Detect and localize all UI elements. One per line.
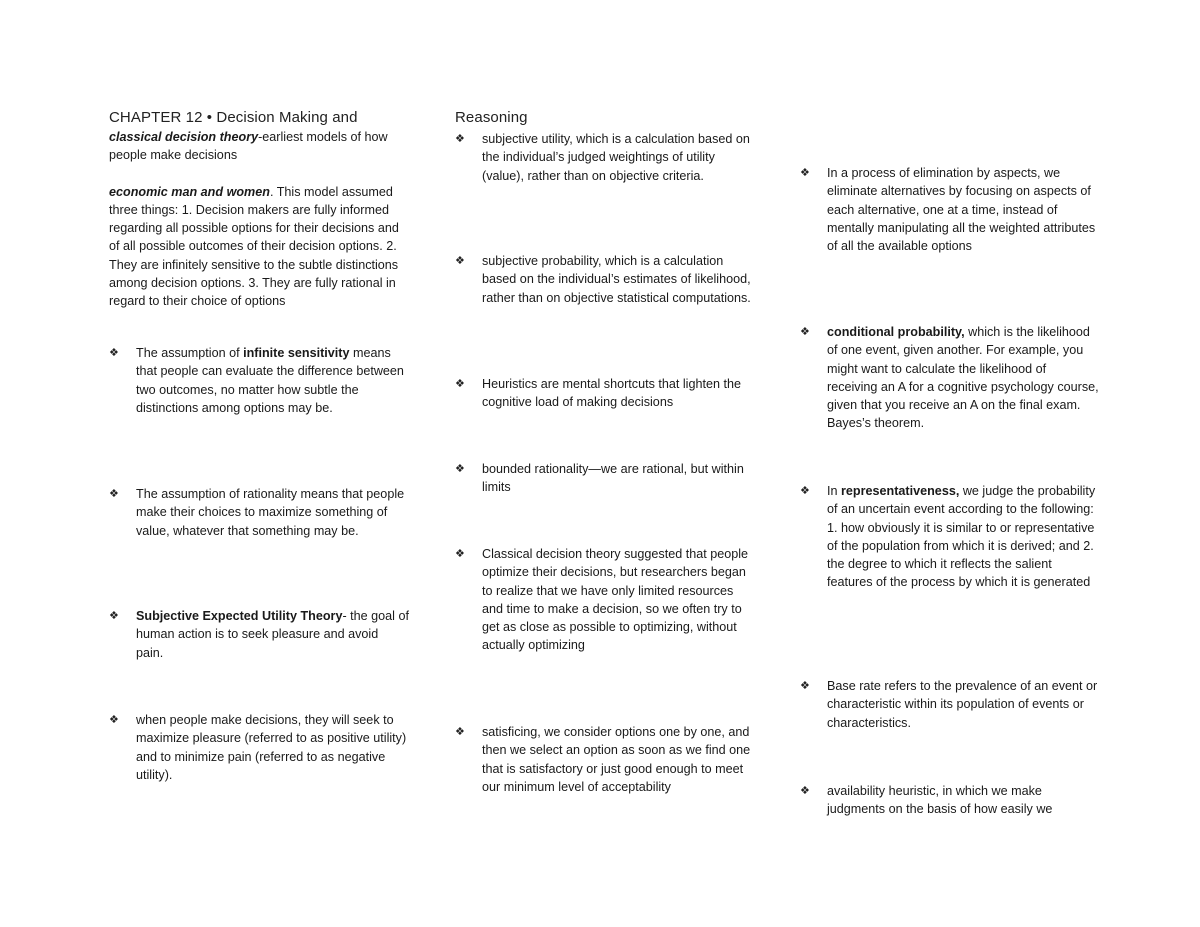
bullet-seu-theory [109,607,409,662]
bullet-classical-decision [455,545,755,655]
column-2 [455,108,755,794]
bullet-bounded-rationality [455,460,755,497]
bullet-satisficing [455,723,755,796]
bullet-diamond-icon: ❖ [109,609,119,622]
bullet-text: we judge the probability of an uncertain event according to the following: 1. how obviously it is similar to or representative of the population from which it is derived; and 2. the degree to which it reflects the salient features of the process by which it is generated [827,484,1096,590]
bullet-text: Classical decision theory suggested that people optimize their decisions, but researchers began to realize that we have only limited resources and time to make a decision, so we often try to get as close as possible to optimizing, without actually optimizing [482,547,749,653]
bullet-text: subjective utility, which is a calculation based on the individual’s judged weightings of utility (value), rather than on objective criteria. [482,132,750,183]
term-conditional-probability: conditional probability, [827,325,965,339]
bullet-diamond-icon: ❖ [800,325,810,338]
economic-text: . This model assumed three things: 1. Decision makers are fully informed regarding all possible options for their decisions and of all possible outcomes of their decision options. 2. They are infinitely sensitive to the subtle distinctions among decision options. 3. They are fully rational in regard to their choice of options [109,184,399,309]
bullet-heuristics [455,375,755,412]
bullet-text: availability heuristic, in which we make judgments on the basis of how easily we [827,784,1053,817]
bullet-rationality [109,485,409,540]
bullet-diamond-icon: ❖ [109,346,119,359]
column-1 [109,108,409,782]
bullet-diamond-icon: ❖ [455,547,465,560]
bullet-diamond-icon: ❖ [455,132,465,145]
bullet-diamond-icon: ❖ [109,487,119,500]
bullet-text: which is the likelihood of one event, given another. For example, you might want to calculate the likelihood of receiving an A for a cognitive psychology course, given that you receive an A on the final exam. Bayes’s theorem. [827,325,1099,431]
bullet-text: The assumption of rationality means that people make their choices to maximize something of value, whatever that something may be. [136,487,405,538]
bullet-diamond-icon: ❖ [455,725,465,738]
bullet-text: bounded rationality—we are rational, but within limits [482,462,744,495]
bullet-base-rate [800,677,1100,732]
bullet-representativeness [800,482,1100,592]
bullet-text: - the goal of human action is to seek pleasure and avoid pain. [136,609,409,660]
section-heading: Reasoning [455,109,528,126]
bullet-text: satisficing, we consider options one by one, and then we select an option as soon as we find one that is satisfactory or just good enough to meet our minimum level of acceptability [482,725,751,794]
bullet-text: when people make decisions, they will seek to maximize pleasure (referred to as positive utility) and to minimize pain (referred to as negative utility). [136,713,407,782]
intro-text: -earliest models of how people make decisions [109,130,388,163]
bullet-text: means that people can evaluate the difference between two outcomes, no matter how subtle the distinctions among options may be. [136,346,404,415]
bullet-diamond-icon: ❖ [455,462,465,475]
bullet-subjective-utility [455,130,755,185]
bullet-diamond-icon: ❖ [800,166,810,179]
term-representativeness: representativeness, [841,484,960,498]
bullet-text: subjective probability, which is a calculation based on the individual’s estimates of likelihood, rather than on objective statistical computations. [482,254,751,305]
bullet-utility [109,711,409,784]
bullet-infinite-sensitivity [109,344,409,417]
term-economic-man: economic man and women [109,184,270,199]
bullet-text: Base rate refers to the prevalence of an event or characteristic within its population of events or characteristics. [827,679,1098,730]
bullet-text: The assumption of [136,346,244,360]
bullet-diamond-icon: ❖ [455,254,465,267]
bullet-text: In a process of elimination by aspects, we eliminate alternatives by focusing on aspects of each alternative, one at a time, instead of mentally manipulating all the weighted attributes of all the available options [827,166,1096,254]
term-infinite-sensitivity: infinite sensitivity [243,346,350,360]
chapter-heading: CHAPTER 12 • Decision Making and [109,109,358,126]
bullet-text: Heuristics are mental shortcuts that lighten the cognitive load of making decisions [482,377,741,410]
bullet-availability-heuristic [800,782,1100,819]
intro-paragraph [109,128,409,165]
bullet-diamond-icon: ❖ [455,377,465,390]
bullet-diamond-icon: ❖ [800,679,810,692]
bullet-conditional-probability [800,323,1100,433]
term-seu-theory: Subjective Expected Utility Theory [136,609,343,623]
bullet-diamond-icon: ❖ [800,484,810,497]
bullet-subjective-probability [455,252,755,307]
bullet-diamond-icon: ❖ [109,713,119,726]
economic-paragraph [109,183,409,311]
bullet-elimination-by-aspects [800,164,1100,255]
bullet-text: In [827,484,842,498]
bullet-diamond-icon: ❖ [800,784,810,797]
term-classical-decision-theory: classical decision theory [109,130,259,144]
